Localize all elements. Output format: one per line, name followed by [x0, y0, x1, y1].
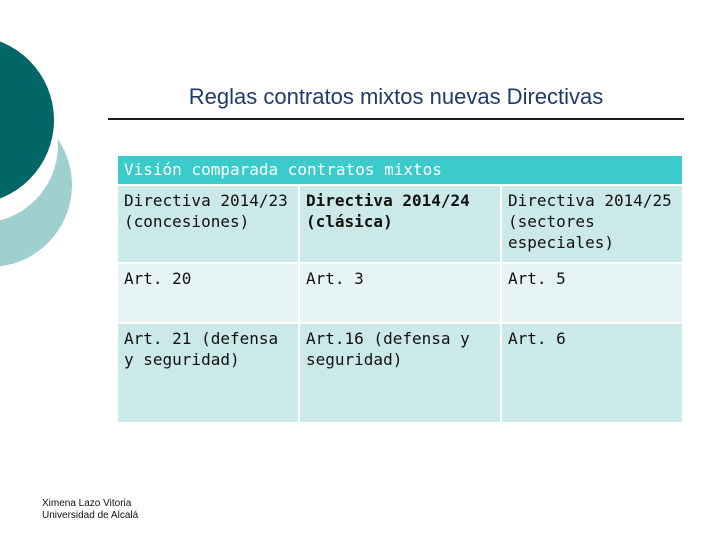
- table-row: [118, 264, 682, 322]
- footer-institution: Universidad de Alcalá: [42, 510, 139, 521]
- table-cell: Art. 6: [502, 324, 682, 422]
- table-header-row: [118, 156, 682, 184]
- footer-author: Ximena Lazo Vitoria: [42, 498, 132, 509]
- table-row: [118, 186, 682, 262]
- table-cell: Directiva 2014/24 (clásica): [300, 186, 500, 262]
- title-divider: [108, 118, 684, 120]
- table-cell: Art. 5: [502, 264, 682, 322]
- table-cell: Directiva 2014/25 (sectores especiales): [502, 186, 682, 262]
- table-cell: Art.16 (defensa y seguridad): [300, 324, 500, 422]
- table-cell: Directiva 2014/23 (concesiones): [118, 186, 298, 262]
- table-header: Visión comparada contratos mixtos: [118, 156, 682, 184]
- table-cell: Art. 20: [118, 264, 298, 322]
- table-cell: Art. 21 (defensa y seguridad): [118, 324, 298, 422]
- comparison-table: [116, 154, 684, 424]
- table-cell: Art. 3: [300, 264, 500, 322]
- slide-title: Reglas contratos mixtos nuevas Directivas: [188, 84, 604, 109]
- table-row: [118, 324, 682, 422]
- footer-credits: [42, 498, 138, 522]
